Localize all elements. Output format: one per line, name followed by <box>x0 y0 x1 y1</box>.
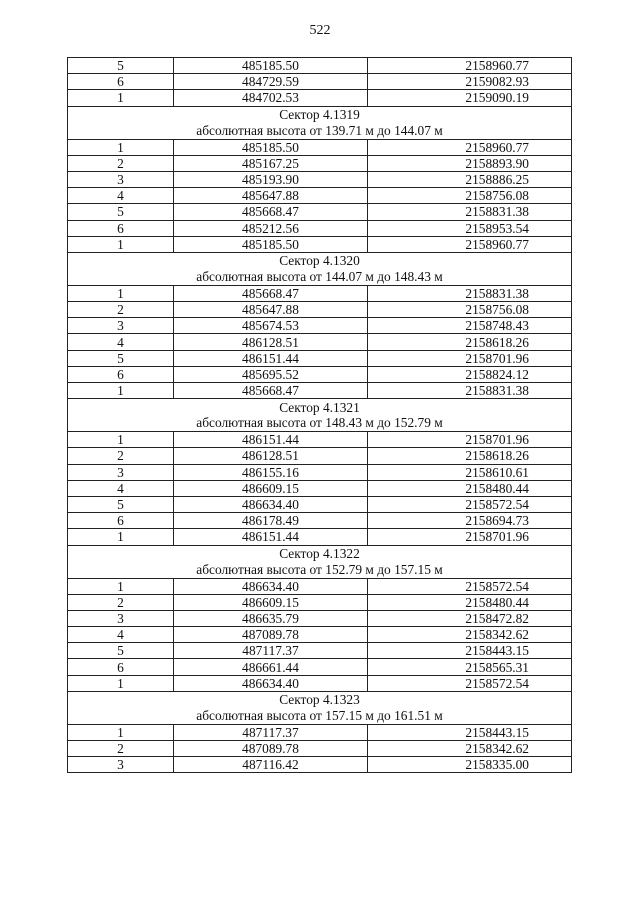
x-coordinate-cell: 486128.51 <box>174 448 368 464</box>
point-number-cell: 1 <box>68 90 174 106</box>
x-coordinate-cell: 486634.40 <box>174 496 368 512</box>
table-row <box>68 74 572 90</box>
y-coordinate-cell: 2158824.12 <box>368 366 572 382</box>
sector-header <box>68 252 572 285</box>
y-coordinate-cell: 2158701.96 <box>368 432 572 448</box>
table-row <box>68 741 572 757</box>
x-coordinate-cell: 485212.56 <box>174 220 368 236</box>
y-coordinate-cell: 2158960.77 <box>368 58 572 74</box>
x-coordinate-cell: 486178.49 <box>174 513 368 529</box>
sector-title: Сектор 4.1320 <box>279 253 360 269</box>
x-coordinate-cell: 486609.15 <box>174 594 368 610</box>
x-coordinate-cell: 486634.40 <box>174 675 368 691</box>
sector-header-row <box>68 399 572 432</box>
point-number-cell: 6 <box>68 659 174 675</box>
x-coordinate-cell: 485647.88 <box>174 188 368 204</box>
table-row <box>68 350 572 366</box>
table-row <box>68 139 572 155</box>
point-number-cell: 2 <box>68 155 174 171</box>
x-coordinate-cell: 486151.44 <box>174 432 368 448</box>
table-row <box>68 480 572 496</box>
table-row <box>68 220 572 236</box>
sector-title: Сектор 4.1321 <box>279 399 360 415</box>
table-row <box>68 464 572 480</box>
table-row <box>68 318 572 334</box>
point-number-cell: 1 <box>68 285 174 301</box>
y-coordinate-cell: 2158756.08 <box>368 188 572 204</box>
table-row <box>68 366 572 382</box>
point-number-cell: 1 <box>68 383 174 399</box>
sector-title: Сектор 4.1322 <box>279 546 360 561</box>
table-row <box>68 610 572 626</box>
x-coordinate-cell: 486634.40 <box>174 578 368 594</box>
x-coordinate-cell: 486661.44 <box>174 659 368 675</box>
point-number-cell: 6 <box>68 366 174 382</box>
point-number-cell: 3 <box>68 757 174 773</box>
table-row <box>68 58 572 74</box>
y-coordinate-cell: 2159090.19 <box>368 90 572 106</box>
point-number-cell: 5 <box>68 58 174 74</box>
table-row <box>68 594 572 610</box>
y-coordinate-cell: 2158335.00 <box>368 757 572 773</box>
point-number-cell: 3 <box>68 318 174 334</box>
y-coordinate-cell: 2158480.44 <box>368 480 572 496</box>
sector-header <box>68 691 572 724</box>
table-row <box>68 204 572 220</box>
table-row <box>68 188 572 204</box>
y-coordinate-cell: 2158443.15 <box>368 724 572 740</box>
sector-header <box>68 545 572 578</box>
point-number-cell: 6 <box>68 220 174 236</box>
page-number: 522 <box>309 23 331 38</box>
table-row <box>68 496 572 512</box>
x-coordinate-cell: 485193.90 <box>174 171 368 187</box>
x-coordinate-cell: 484729.59 <box>174 74 368 90</box>
y-coordinate-cell: 2158472.82 <box>368 610 572 626</box>
point-number-cell: 6 <box>68 513 174 529</box>
point-number-cell: 2 <box>68 448 174 464</box>
x-coordinate-cell: 486635.79 <box>174 610 368 626</box>
table-row <box>68 432 572 448</box>
sector-header-row <box>68 545 572 578</box>
y-coordinate-cell: 2158748.43 <box>368 318 572 334</box>
point-number-cell: 1 <box>68 578 174 594</box>
x-coordinate-cell: 485668.47 <box>174 383 368 399</box>
table-row <box>68 724 572 740</box>
y-coordinate-cell: 2158701.96 <box>368 529 572 545</box>
y-coordinate-cell: 2158572.54 <box>368 578 572 594</box>
sector-elevation-range: абсолютная высота от 144.07 м до 148.43 м <box>196 268 443 284</box>
y-coordinate-cell: 2158342.62 <box>368 741 572 757</box>
table-row <box>68 513 572 529</box>
coordinates-table <box>67 57 572 773</box>
x-coordinate-cell: 484702.53 <box>174 90 368 106</box>
table-row <box>68 675 572 691</box>
x-coordinate-cell: 487089.78 <box>174 741 368 757</box>
y-coordinate-cell: 2158565.31 <box>368 659 572 675</box>
table-row <box>68 448 572 464</box>
x-coordinate-cell: 487089.78 <box>174 627 368 643</box>
y-coordinate-cell: 2158618.26 <box>368 334 572 350</box>
x-coordinate-cell: 487117.37 <box>174 724 368 740</box>
x-coordinate-cell: 485185.50 <box>174 139 368 155</box>
point-number-cell: 1 <box>68 236 174 252</box>
y-coordinate-cell: 2158893.90 <box>368 155 572 171</box>
y-coordinate-cell: 2158701.96 <box>368 350 572 366</box>
x-coordinate-cell: 486128.51 <box>174 334 368 350</box>
y-coordinate-cell: 2158572.54 <box>368 496 572 512</box>
sector-header-row <box>68 252 572 285</box>
point-number-cell: 4 <box>68 188 174 204</box>
x-coordinate-cell: 485185.50 <box>174 58 368 74</box>
point-number-cell: 5 <box>68 350 174 366</box>
y-coordinate-cell: 2158756.08 <box>368 302 572 318</box>
sector-elevation-range: абсолютная высота от 139.71 м до 144.07 м <box>196 122 443 138</box>
point-number-cell: 1 <box>68 675 174 691</box>
point-number-cell: 5 <box>68 204 174 220</box>
table-row <box>68 171 572 187</box>
x-coordinate-cell: 486151.44 <box>174 350 368 366</box>
sector-elevation-range: абсолютная высота от 152.79 м до 157.15 м <box>196 561 443 577</box>
y-coordinate-cell: 2158572.54 <box>368 675 572 691</box>
sector-header-row <box>68 691 572 724</box>
y-coordinate-cell: 2158694.73 <box>368 513 572 529</box>
coordinates-table-body <box>68 58 572 773</box>
table-row <box>68 334 572 350</box>
x-coordinate-cell: 485668.47 <box>174 285 368 301</box>
y-coordinate-cell: 2158443.15 <box>368 643 572 659</box>
x-coordinate-cell: 485185.50 <box>174 236 368 252</box>
y-coordinate-cell: 2158831.38 <box>368 383 572 399</box>
point-number-cell: 1 <box>68 432 174 448</box>
point-number-cell: 4 <box>68 334 174 350</box>
table-row <box>68 90 572 106</box>
point-number-cell: 3 <box>68 610 174 626</box>
point-number-cell: 2 <box>68 741 174 757</box>
y-coordinate-cell: 2159082.93 <box>368 74 572 90</box>
x-coordinate-cell: 487116.42 <box>174 757 368 773</box>
table-row <box>68 643 572 659</box>
y-coordinate-cell: 2158960.77 <box>368 139 572 155</box>
point-number-cell: 3 <box>68 464 174 480</box>
table-row <box>68 383 572 399</box>
y-coordinate-cell: 2158886.25 <box>368 171 572 187</box>
x-coordinate-cell: 485167.25 <box>174 155 368 171</box>
y-coordinate-cell: 2158831.38 <box>368 285 572 301</box>
sector-elevation-range: абсолютная высота от 148.43 м до 152.79 м <box>196 415 443 431</box>
table-row <box>68 236 572 252</box>
x-coordinate-cell: 486151.44 <box>174 529 368 545</box>
y-coordinate-cell: 2158480.44 <box>368 594 572 610</box>
table-row <box>68 757 572 773</box>
y-coordinate-cell: 2158831.38 <box>368 204 572 220</box>
point-number-cell: 2 <box>68 594 174 610</box>
x-coordinate-cell: 485668.47 <box>174 204 368 220</box>
x-coordinate-cell: 485674.53 <box>174 318 368 334</box>
sector-header <box>68 399 572 432</box>
sector-title: Сектор 4.1319 <box>279 107 360 123</box>
y-coordinate-cell: 2158953.54 <box>368 220 572 236</box>
y-coordinate-cell: 2158618.26 <box>368 448 572 464</box>
table-row <box>68 529 572 545</box>
sector-header-row <box>68 106 572 139</box>
table-row <box>68 155 572 171</box>
point-number-cell: 1 <box>68 139 174 155</box>
point-number-cell: 1 <box>68 529 174 545</box>
point-number-cell: 3 <box>68 171 174 187</box>
point-number-cell: 2 <box>68 302 174 318</box>
y-coordinate-cell: 2158960.77 <box>368 236 572 252</box>
x-coordinate-cell: 485695.52 <box>174 366 368 382</box>
table-row <box>68 578 572 594</box>
x-coordinate-cell: 485647.88 <box>174 302 368 318</box>
table-row <box>68 285 572 301</box>
table-row <box>68 659 572 675</box>
point-number-cell: 1 <box>68 724 174 740</box>
sector-header <box>68 106 572 139</box>
y-coordinate-cell: 2158342.62 <box>368 627 572 643</box>
point-number-cell: 4 <box>68 480 174 496</box>
point-number-cell: 5 <box>68 496 174 512</box>
x-coordinate-cell: 486609.15 <box>174 480 368 496</box>
x-coordinate-cell: 487117.37 <box>174 643 368 659</box>
point-number-cell: 4 <box>68 627 174 643</box>
sector-title: Сектор 4.1323 <box>279 692 360 708</box>
point-number-cell: 5 <box>68 643 174 659</box>
point-number-cell: 6 <box>68 74 174 90</box>
sector-elevation-range: абсолютная высота от 157.15 м до 161.51 м <box>196 707 443 723</box>
y-coordinate-cell: 2158610.61 <box>368 464 572 480</box>
table-row <box>68 302 572 318</box>
table-row <box>68 627 572 643</box>
x-coordinate-cell: 486155.16 <box>174 464 368 480</box>
